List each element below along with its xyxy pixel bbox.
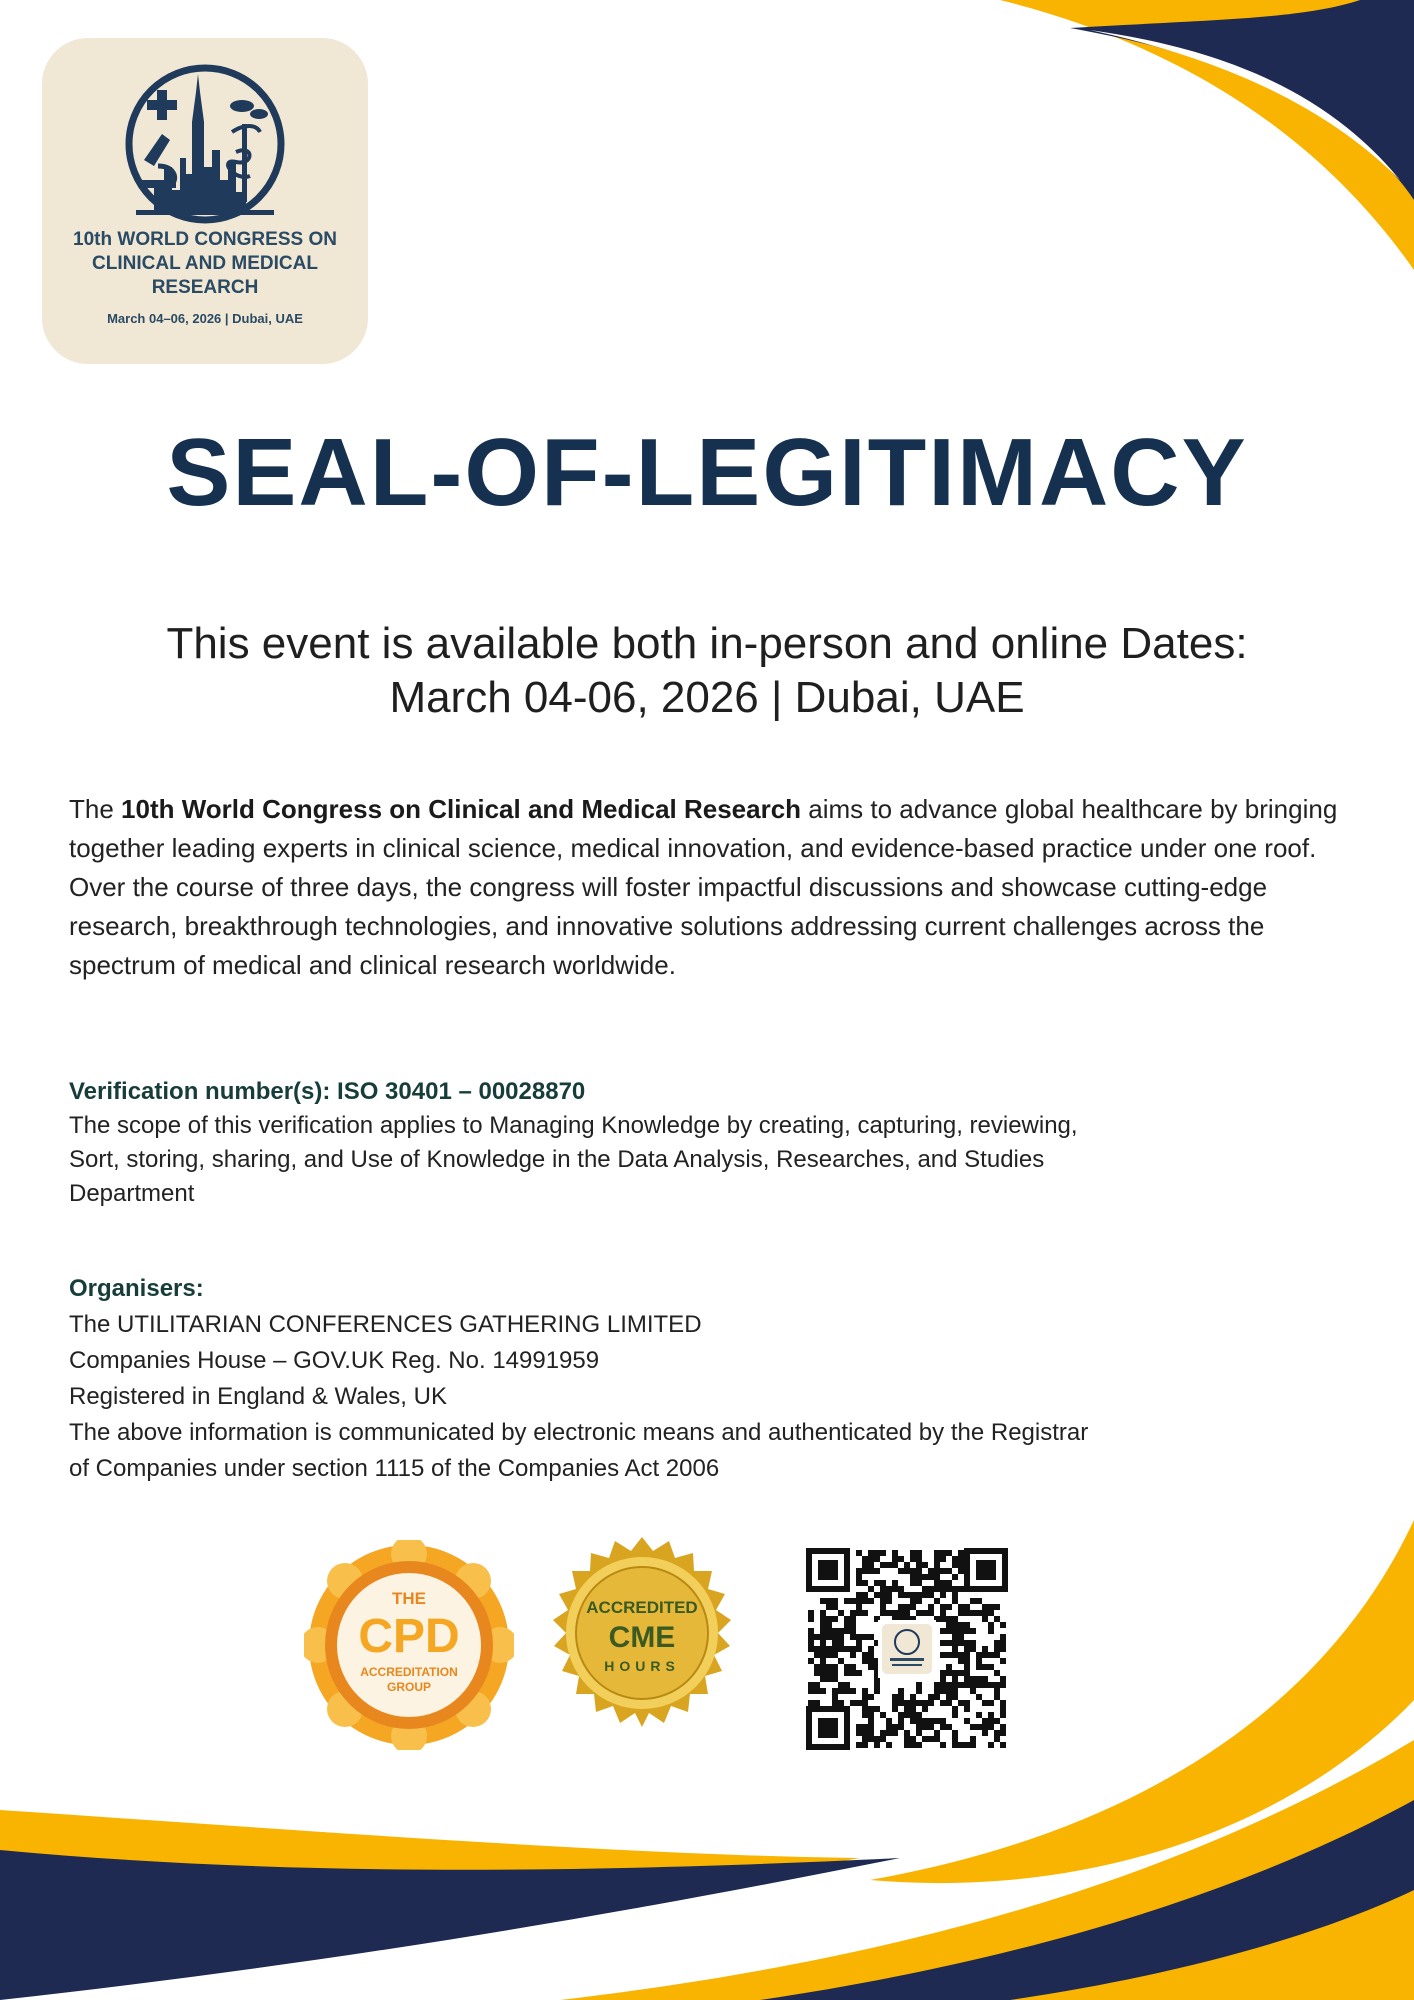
organiser-line: Companies House – GOV.UK Reg. No. 14991959 xyxy=(69,1347,600,1374)
cpd-badge-sub1: ACCREDITATION xyxy=(360,1665,458,1679)
cpd-accreditation-badge xyxy=(304,1540,514,1750)
cpd-badge-main: CPD xyxy=(358,1610,460,1663)
verification-line: The scope of this verification applies to Managing Knowledge by creating, capturing, reviewing, xyxy=(69,1112,1078,1139)
organiser-line: of Companies under section 1115 of the Companies Act 2006 xyxy=(69,1455,720,1482)
organiser-line: Registered in England & Wales, UK xyxy=(69,1383,447,1410)
logo-title-line2: CLINICAL AND MEDICAL xyxy=(92,253,318,274)
verification-scope xyxy=(69,1109,1359,1211)
intro-prefix: The xyxy=(69,794,122,824)
cpd-badge-top: THE xyxy=(392,1589,426,1608)
event-dates-location: March 04-06, 2026 | Dubai, UAE xyxy=(389,673,1025,722)
logo-date: March 04–06, 2026 | Dubai, UAE xyxy=(107,311,303,326)
qr-center-logo xyxy=(882,1624,932,1674)
event-availability: This event is available both in-person and online Dates: xyxy=(166,619,1248,668)
verification-line: Department xyxy=(69,1180,195,1207)
cpd-badge-sub2: GROUP xyxy=(386,1680,432,1694)
cme-badge-top: ACCREDITED xyxy=(586,1598,698,1617)
intro-congress-name: 10th World Congress on Clinical and Medical Research xyxy=(121,794,802,824)
organisers-details xyxy=(69,1307,1359,1487)
congress-logo xyxy=(42,38,368,364)
verification-qr-code[interactable] xyxy=(804,1546,1010,1752)
cme-badge-sub: HOURS xyxy=(604,1658,680,1674)
cme-badge-main: CME xyxy=(608,1621,676,1654)
logo-title-line1: 10th WORLD CONGRESS ON xyxy=(73,229,337,250)
organisers-heading: Organisers: xyxy=(69,1275,204,1302)
city-medical-emblem-icon xyxy=(114,62,296,227)
organiser-line: The UTILITARIAN CONFERENCES GATHERING LIMITED xyxy=(69,1311,702,1338)
verification-line: Sort, storing, sharing, and Use of Knowledge in the Data Analysis, Researches, and Studies xyxy=(69,1146,1045,1173)
intro-paragraph xyxy=(69,790,1359,985)
intro-body: aims to advance global healthcare by bringing together leading experts in clinical science, medical innovation, and evidence-based practice under one roof. Over the course of three days, the congress will foster impactful discussions and showcase cutting-edge research, breakthrough technologies, and innovative solutions addressing current challenges across the spectrum of medical and clinical research worldwide. xyxy=(69,794,1338,980)
organiser-line: The above information is communicated by electronic means and authenticated by the Registrar xyxy=(69,1419,1089,1446)
cme-accreditation-badge xyxy=(536,1535,748,1747)
page-title: SEAL-OF-LEGITIMACY xyxy=(166,419,1248,526)
verification-heading: Verification number(s): ISO 30401 – 00028870 xyxy=(69,1078,586,1105)
logo-title-line3: RESEARCH xyxy=(151,277,259,298)
